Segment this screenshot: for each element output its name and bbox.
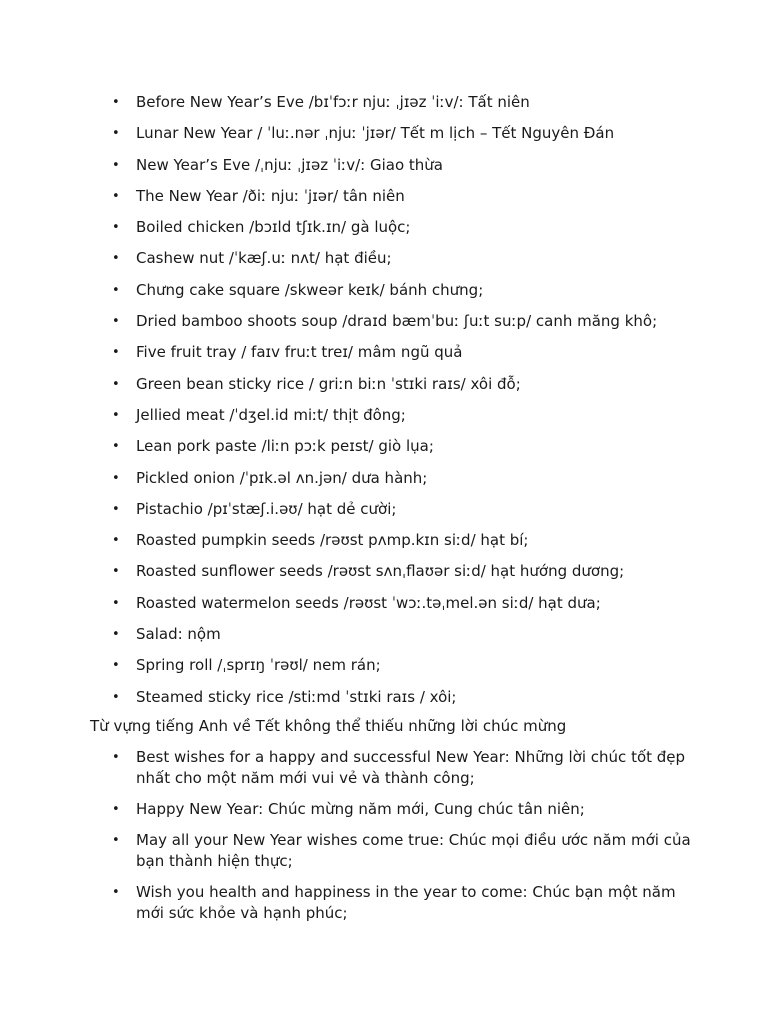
list-item [112,92,692,123]
list-item-text: Before New Year’s Eve /bɪˈfɔːr njuː ˌjɪəz ˈiːv/: Tất niên [136,93,530,111]
list-item [112,561,692,592]
list-item [112,155,692,186]
list-item-text: Pistachio /pɪˈstæʃ.i.əʊ/ hạt dẻ cười; [136,499,397,518]
list-item [112,687,692,718]
list-item-text: Jellied meat /ˈdʒel.id miːt/ thịt đông; [136,405,406,424]
list-item-text: Salad: nộm [136,625,221,644]
list-item [112,342,692,373]
list-item-text: Green bean sticky rice / griːn biːn ˈstɪki raɪs/ xôi đỗ; [136,374,521,393]
bullet-icon: • [112,345,120,361]
list-item [112,436,692,467]
list-item-text: Cashew nut /ˈkæʃ.uː nʌt/ hạt điều; [136,249,392,268]
bullet-icon: • [112,282,120,298]
list-item-text: Steamed sticky rice /stiːmd ˈstɪki raɪs / xôi; [136,687,457,706]
bullet-icon: • [112,314,120,330]
list-item-text: Pickled onion /ˈpɪk.əl ʌn.jən/ dưa hành; [136,468,428,487]
list-item-text: Lunar New Year / ˈluː.nər ˌnjuː ˈjɪər/ Tết m lịch – Tết Nguyên Đán [136,124,615,143]
bullet-icon: • [112,802,120,817]
list-item [112,799,692,820]
list-item-text: Wish you health and happiness in the year to come: Chúc bạn một năm mới sức khỏe và hạnh phúc; [136,883,676,922]
bullet-icon: • [112,885,120,900]
bullet-icon: • [112,627,120,643]
list-item-text: Spring roll /ˌsprɪŋ ˈrəʊl/ nem rán; [136,656,381,675]
bullet-icon: • [112,439,120,455]
bullet-icon: • [112,470,120,486]
list-item [112,311,692,342]
bullet-icon: • [112,376,120,392]
list-item [112,374,692,405]
new-year-wishes-list [112,747,692,934]
list-item [112,186,692,217]
list-item [112,882,692,924]
list-item [112,123,692,154]
bullet-icon: • [112,95,120,110]
bullet-icon: • [112,750,120,765]
list-item [112,217,692,248]
section-heading: Từ vựng tiếng Anh về Tết không thể thiếu những lời chúc mừng [90,717,567,735]
list-item [112,593,692,624]
list-item-text: May all your New Year wishes come true: Chúc mọi điều ước năm mới của bạn thành hiện thực; [136,831,691,870]
list-item-text: Chưng cake square /skweər keɪk/ bánh chưng; [136,280,484,299]
list-item-text: Roasted watermelon seeds /rəʊst ˈwɔː.təˌmel.ən siːd/ hạt dưa; [136,593,601,612]
bullet-icon: • [112,833,120,848]
list-item-text: Happy New Year: Chúc mừng năm mới, Cung chúc tân niên; [136,800,585,818]
list-item-text: Roasted pumpkin seeds /rəʊst pʌmp.kɪn siːd/ hạt bí; [136,531,529,550]
bullet-icon: • [112,251,120,267]
bullet-icon: • [112,658,120,674]
list-item-text: Boiled chicken /bɔɪld tʃɪk.ɪn/ gà luộc; [136,218,411,237]
bullet-icon: • [112,157,120,173]
list-item-text: New Year’s Eve /ˌnjuː ˌjɪəz ˈiːv/: Giao thừa [136,155,443,174]
bullet-icon: • [112,501,120,517]
list-item [112,624,692,655]
list-item [112,830,692,872]
list-item [112,405,692,436]
list-item-text: Best wishes for a happy and successful New Year: Những lời chúc tốt đẹp nhất cho một năm mới vui vẻ và thành công; [136,748,686,787]
list-item-text: Five fruit tray / faɪv fruːt treɪ/ mâm ngũ quả [136,343,463,362]
list-item [112,248,692,279]
list-item-text: Roasted sunflower seeds /rəʊst sʌnˌflaʊər siːd/ hạt hướng dương; [136,562,625,581]
bullet-icon: • [112,564,120,580]
bullet-icon: • [112,126,120,142]
list-item [112,747,692,789]
tet-vocabulary-list [112,92,692,718]
bullet-icon: • [112,188,120,204]
bullet-icon: • [112,407,120,423]
list-item [112,530,692,561]
bullet-icon: • [112,220,120,236]
list-item [112,499,692,530]
bullet-icon: • [112,689,120,705]
list-item-text: Dried bamboo shoots soup /draɪd bæmˈbuː ʃuːt suːp/ canh măng khô; [136,312,658,331]
list-item [112,280,692,311]
list-item-text: Lean pork paste /liːn pɔːk peɪst/ giò lụa; [136,437,434,456]
list-item [112,468,692,499]
list-item-text: The New Year /ðiː njuː ˈjɪər/ tân niên [136,186,405,205]
list-item [112,655,692,686]
bullet-icon: • [112,595,120,611]
bullet-icon: • [112,533,120,549]
